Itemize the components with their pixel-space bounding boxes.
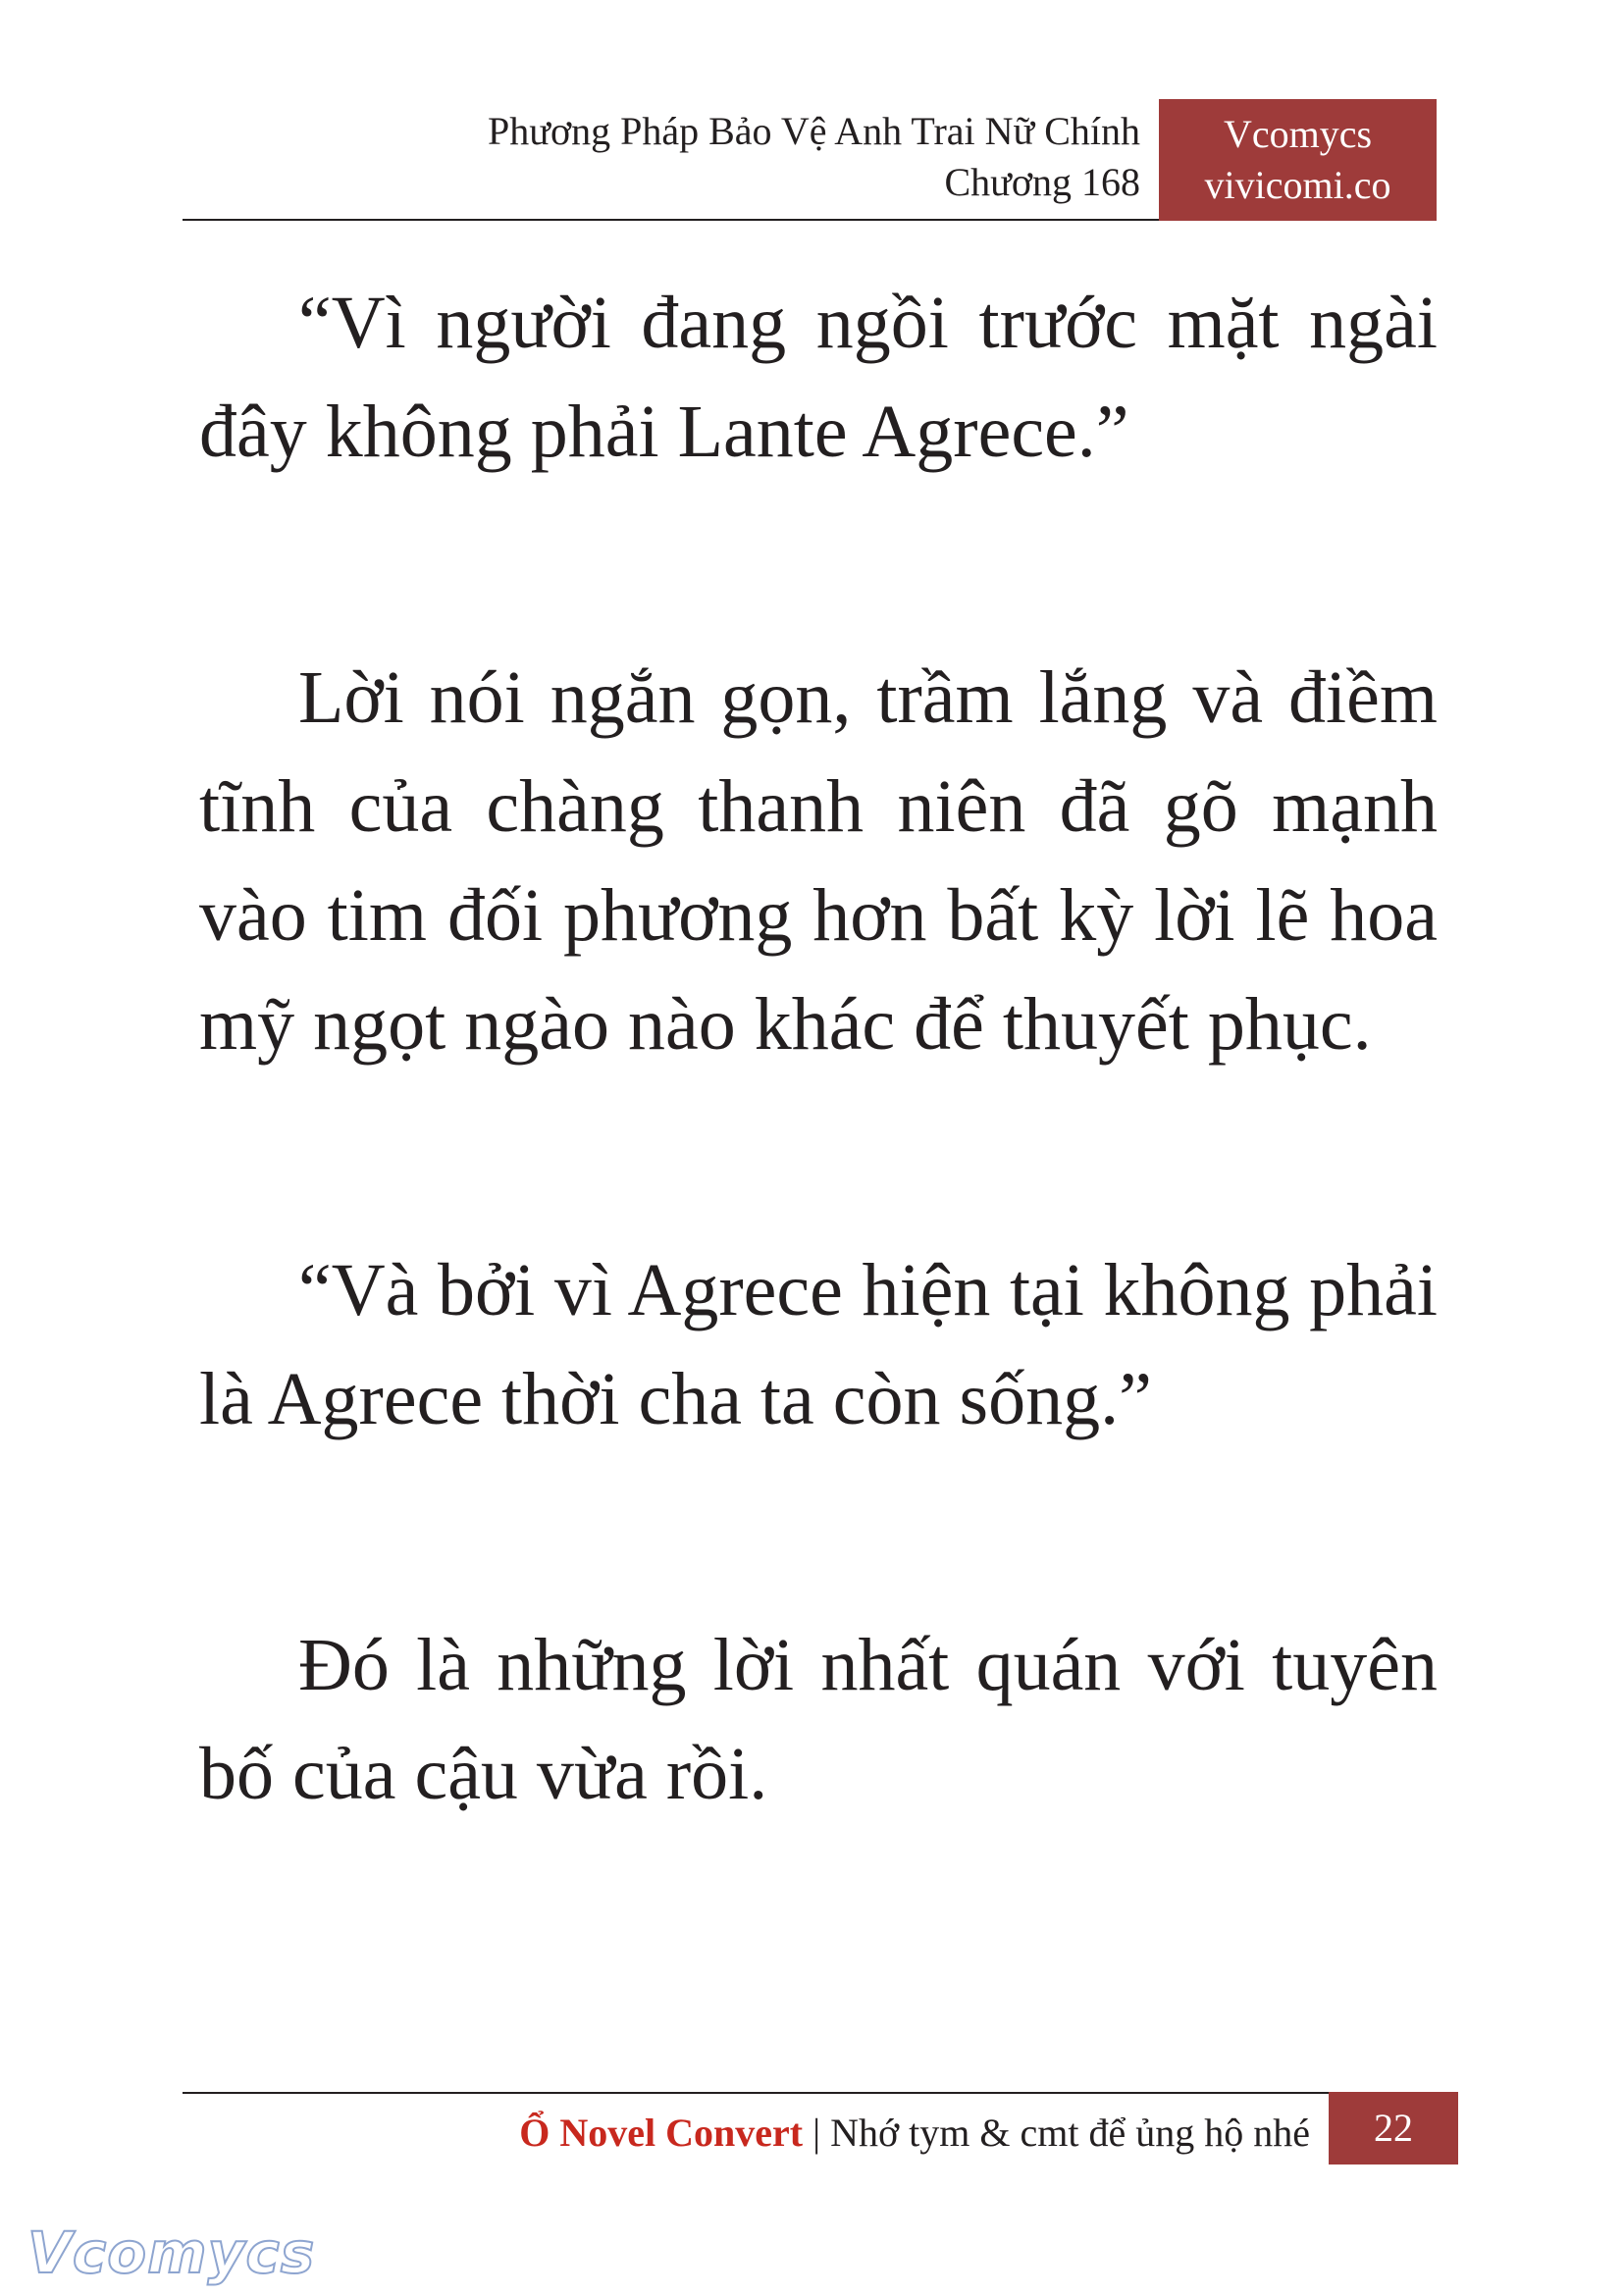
- paragraph: “Vì người đang ngồi trước mặt ngài đây không phải Lante Agrece.”: [199, 282, 1438, 473]
- footer-separator: |: [812, 2111, 821, 2155]
- chapter-label: Chương 168: [944, 160, 1140, 204]
- footer-divider: [183, 2092, 1331, 2094]
- book-title: Phương Pháp Bảo Vệ Anh Trai Nữ Chính: [488, 109, 1140, 153]
- footer-message: Nhớ tym & cmt để ủng hộ nhé: [830, 2111, 1310, 2155]
- page-content: [199, 269, 1438, 1986]
- header-divider: [183, 219, 1159, 221]
- badge-url: vivicomi.co: [1204, 163, 1391, 207]
- paragraph: Lời nói ngắn gọn, trầm lắng và điềm tĩnh của chàng thanh niên đã gõ mạnh vào tim đối phương hơn bất kỳ lời lẽ hoa mỹ ngọt ngào nào khác để thuyết phục.: [199, 656, 1438, 1066]
- page-number: 22: [1329, 2092, 1458, 2165]
- watermark-logo: Vcomycs: [27, 2219, 316, 2286]
- page-header: [488, 106, 1140, 208]
- page-footer: [519, 2108, 1310, 2159]
- paragraph: Đó là những lời nhất quán với tuyên bố của cậu vừa rồi.: [199, 1624, 1438, 1815]
- paragraph: “Và bởi vì Agrece hiện tại không phải là Agrece thời cha ta còn sống.”: [199, 1249, 1438, 1440]
- badge-name: Vcomycs: [1223, 112, 1373, 156]
- publisher-badge: [1159, 99, 1437, 221]
- footer-brand: Ổ Novel Convert: [519, 2111, 804, 2155]
